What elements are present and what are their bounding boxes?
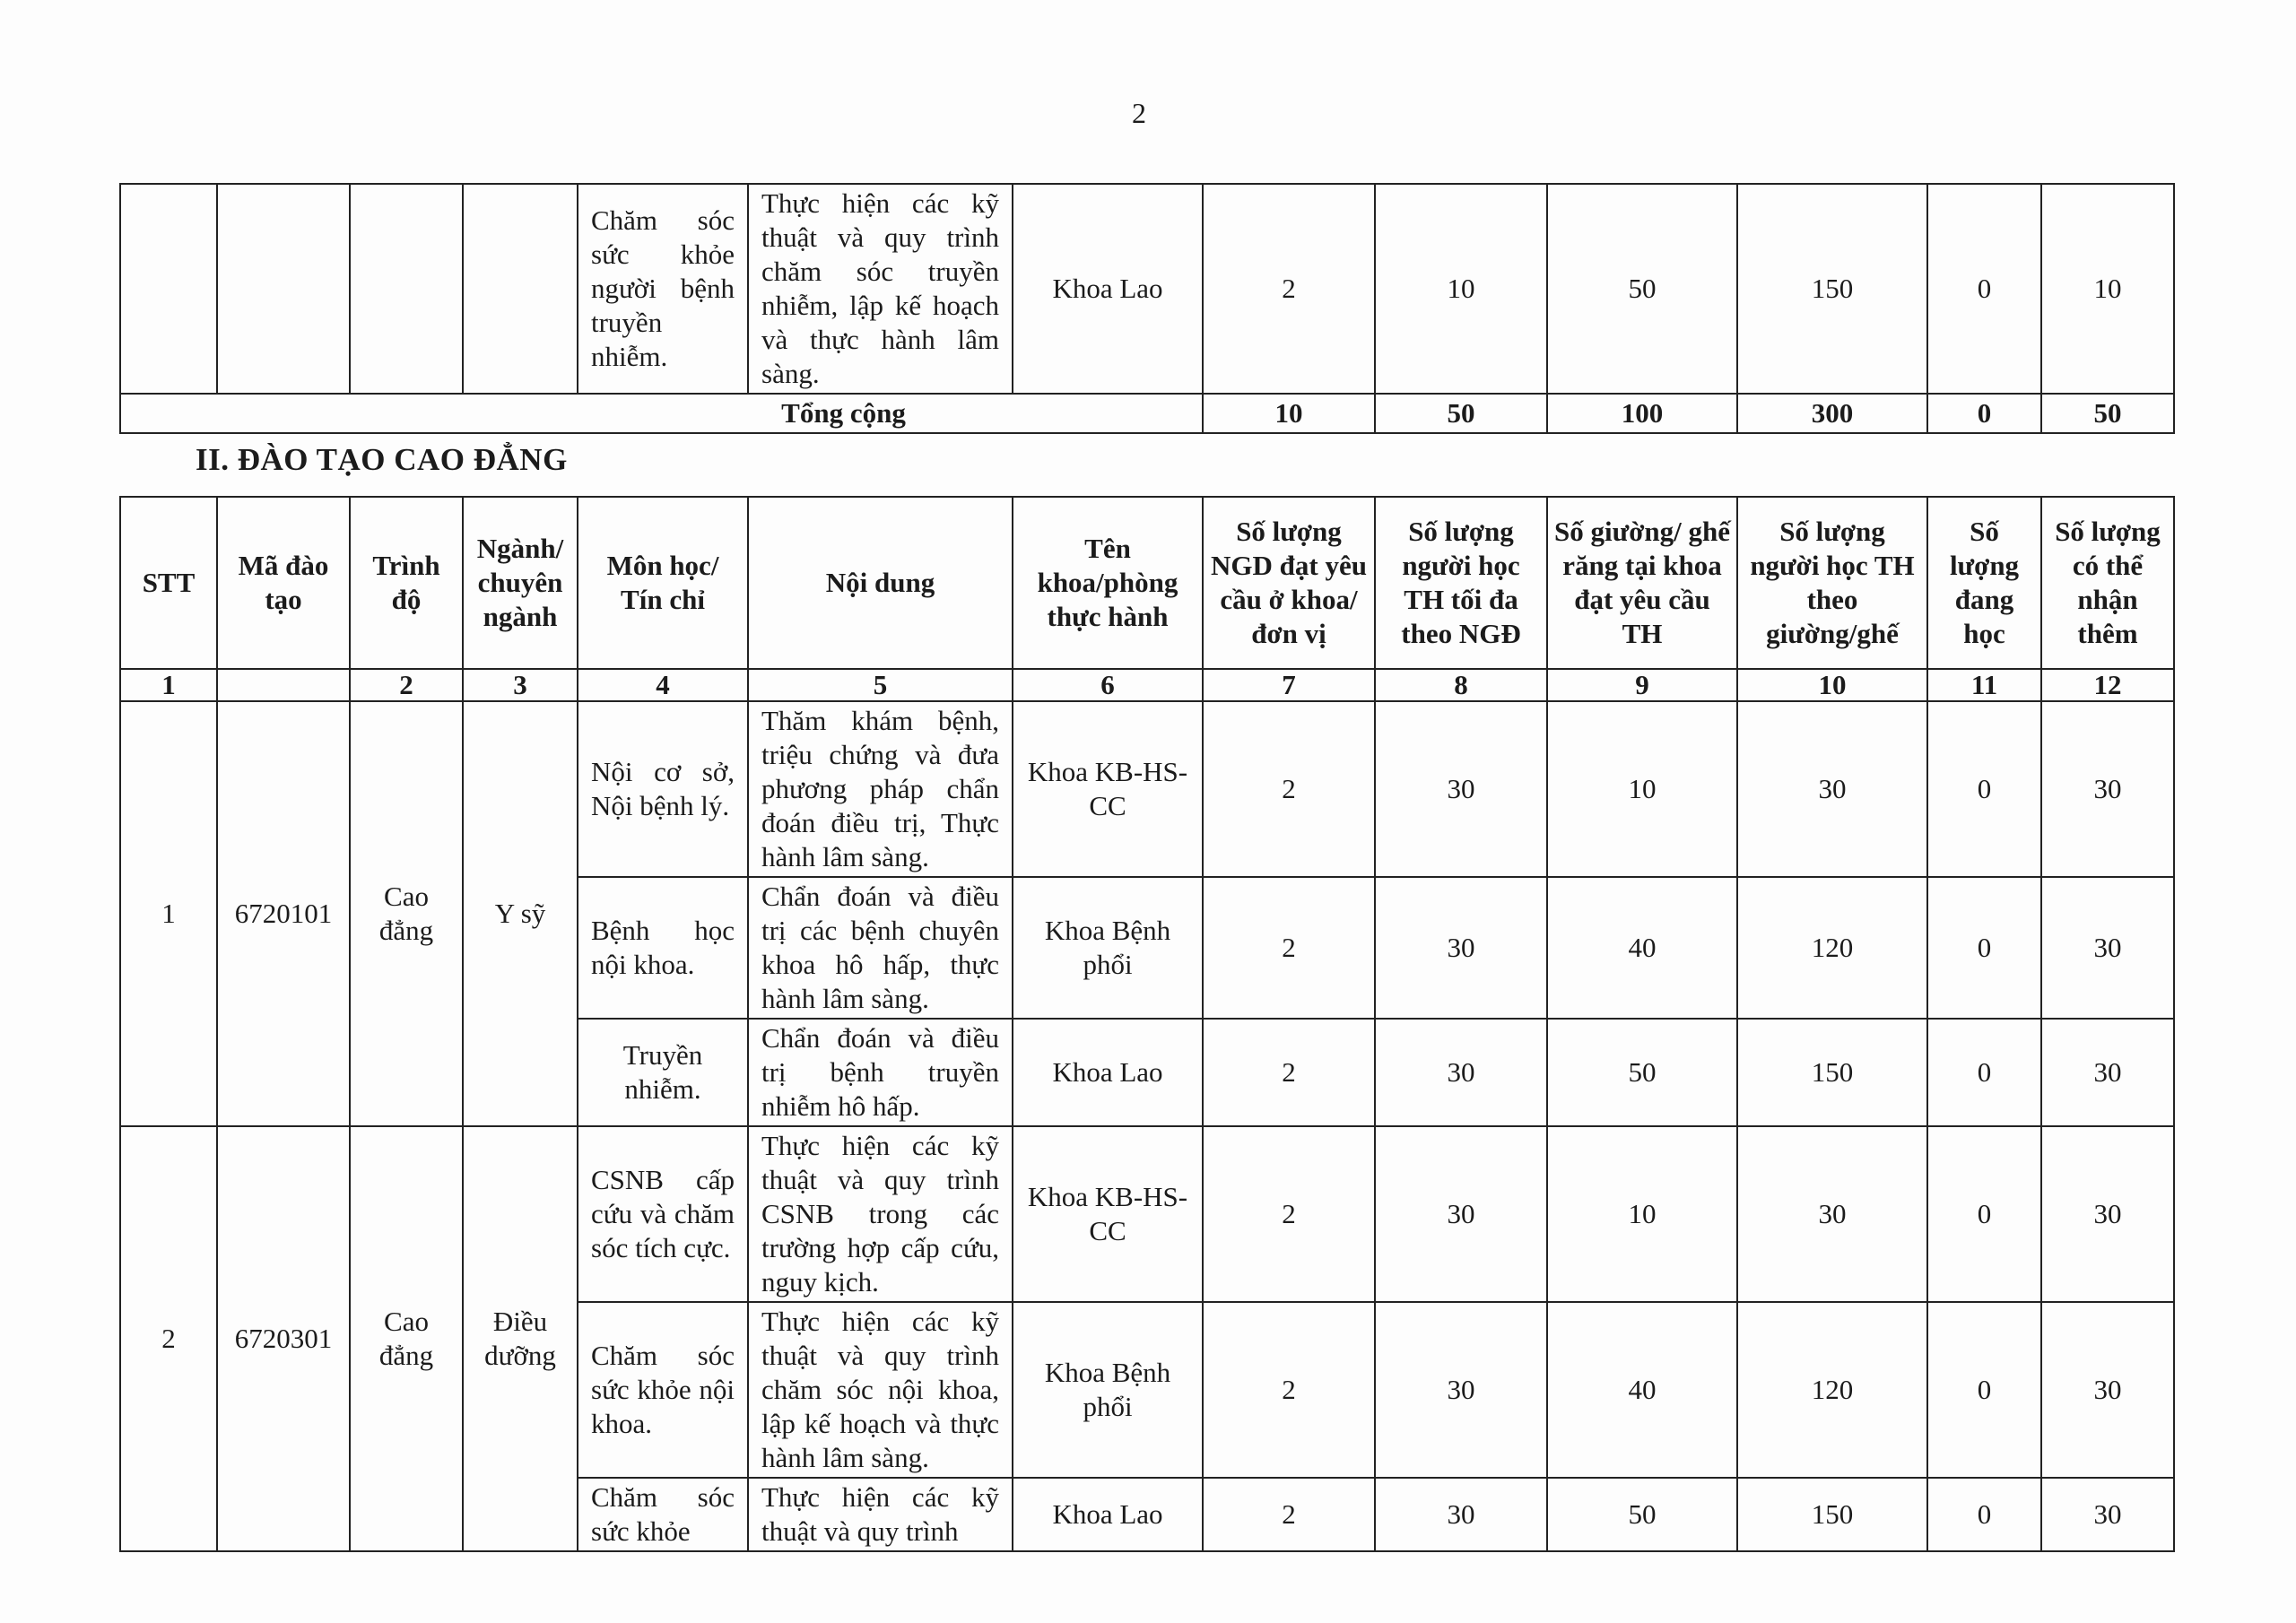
value-cell: 150 (1737, 1478, 1927, 1551)
stt-cell: 2 (120, 1126, 217, 1551)
subject-cell: Chăm sóc sức khỏe người bệnh truyền nhiễm. (578, 184, 748, 394)
header-row (120, 497, 2174, 669)
column-number: 10 (1737, 669, 1927, 701)
value-cell: 30 (2041, 877, 2174, 1019)
value-cell: 30 (1737, 701, 1927, 877)
department-cell: Khoa Bệnh phổi (1013, 1302, 1203, 1478)
value-cell: 30 (2041, 1126, 2174, 1302)
column-header: Số lượng người học TH theo giường/ghế (1737, 497, 1927, 669)
total-value: 300 (1737, 394, 1927, 433)
total-value: 50 (2041, 394, 2174, 433)
total-value: 10 (1203, 394, 1375, 433)
content-cell: Thực hiện các kỹ thuật và quy trình CSNB trong các trường hợp cấp cứu, nguy kịch. (748, 1126, 1013, 1302)
value-cell: 40 (1547, 877, 1737, 1019)
content-cell: Chẩn đoán và điều trị các bệnh chuyên khoa hô hấp, thực hành lâm sàng. (748, 877, 1013, 1019)
column-number: 5 (748, 669, 1013, 701)
value-cell: 120 (1737, 877, 1927, 1019)
column-number: 7 (1203, 669, 1375, 701)
college-training-table (119, 496, 2175, 1552)
value-cell: 30 (2041, 1019, 2174, 1126)
column-header: Ngành/ chuyên ngành (463, 497, 578, 669)
major-cell: Y sỹ (463, 701, 578, 1126)
value-cell: 2 (1203, 1019, 1375, 1126)
table-row (120, 701, 2174, 877)
value-cell: 150 (1737, 1019, 1927, 1126)
value-cell: 10 (1547, 701, 1737, 877)
column-number: 1 (120, 669, 217, 701)
section-heading: II. ĐÀO TẠO CAO ĐẲNG (196, 442, 568, 477)
value-cell: 2 (1203, 1126, 1375, 1302)
column-number: 8 (1375, 669, 1547, 701)
column-header: Mã đào tạo (217, 497, 350, 669)
column-number: 12 (2041, 669, 2174, 701)
total-value: 0 (1927, 394, 2041, 433)
value-cell: 2 (1203, 184, 1375, 394)
value-cell: 30 (2041, 701, 2174, 877)
page-number: 2 (1132, 97, 1146, 129)
continued-table (119, 183, 2175, 434)
value-cell: 30 (1737, 1126, 1927, 1302)
value-cell: 30 (1375, 1126, 1547, 1302)
column-header: Trình độ (350, 497, 463, 669)
total-row (120, 394, 2174, 433)
value-cell: 2 (1203, 701, 1375, 877)
value-cell: 30 (1375, 877, 1547, 1019)
subject-cell: Truyền nhiễm. (578, 1019, 748, 1126)
column-header: Số lượng đang học (1927, 497, 2041, 669)
value-cell: 2 (1203, 1302, 1375, 1478)
table-row (120, 184, 2174, 394)
content-cell: Thực hiện các kỹ thuật và quy trình chăm sóc truyền nhiễm, lập kế hoạch và thực hành lâm sàng. (748, 184, 1013, 394)
department-cell: Khoa Lao (1013, 184, 1203, 394)
value-cell: 30 (1375, 701, 1547, 877)
value-cell: 0 (1927, 1478, 2041, 1551)
value-cell: 10 (1375, 184, 1547, 394)
column-header: Số lượng có thể nhận thêm (2041, 497, 2174, 669)
value-cell: 50 (1547, 1019, 1737, 1126)
content-cell: Thực hiện các kỹ thuật và quy trình (748, 1478, 1013, 1551)
column-header: Số giường/ ghế răng tại khoa đạt yêu cầu TH (1547, 497, 1737, 669)
content-cell: Thăm khám bệnh, triệu chứng và đưa phương pháp chẩn đoán điều trị, Thực hành lâm sàng. (748, 701, 1013, 877)
value-cell: 30 (2041, 1478, 2174, 1551)
value-cell: 30 (1375, 1019, 1547, 1126)
value-cell: 0 (1927, 701, 2041, 877)
column-number: 11 (1927, 669, 2041, 701)
value-cell: 10 (1547, 1126, 1737, 1302)
level-cell: Cao đẳng (350, 1126, 463, 1551)
level-cell: Cao đẳng (350, 701, 463, 1126)
content-cell: Thực hiện các kỹ thuật và quy trình chăm sóc nội khoa, lập kế hoạch và thực hành lâm sàng. (748, 1302, 1013, 1478)
total-label: Tổng cộng (120, 394, 1203, 433)
department-cell: Khoa KB-HS-CC (1013, 1126, 1203, 1302)
column-header: Nội dung (748, 497, 1013, 669)
training-code-cell: 6720301 (217, 1126, 350, 1551)
value-cell: 2 (1203, 1478, 1375, 1551)
subject-cell: Chăm sóc sức khỏe nội khoa. (578, 1302, 748, 1478)
column-header: Môn học/ Tín chỉ (578, 497, 748, 669)
value-cell: 0 (1927, 1019, 2041, 1126)
column-number: 9 (1547, 669, 1737, 701)
content-cell: Chẩn đoán và điều trị bệnh truyền nhiễm hô hấp. (748, 1019, 1013, 1126)
subject-cell: CSNB cấp cứu và chăm sóc tích cực. (578, 1126, 748, 1302)
table-row (120, 1126, 2174, 1302)
department-cell: Khoa Lao (1013, 1478, 1203, 1551)
value-cell: 120 (1737, 1302, 1927, 1478)
value-cell: 50 (1547, 184, 1737, 394)
subject-cell: Nội cơ sở, Nội bệnh lý. (578, 701, 748, 877)
value-cell: 0 (1927, 877, 2041, 1019)
column-number: 3 (463, 669, 578, 701)
value-cell: 30 (1375, 1302, 1547, 1478)
value-cell: 30 (2041, 1302, 2174, 1478)
subject-cell: Bệnh học nội khoa. (578, 877, 748, 1019)
subject-cell: Chăm sóc sức khỏe (578, 1478, 748, 1551)
training-code-cell: 6720101 (217, 701, 350, 1126)
value-cell: 0 (1927, 1302, 2041, 1478)
value-cell: 0 (1927, 1126, 2041, 1302)
value-cell: 2 (1203, 877, 1375, 1019)
department-cell: Khoa Lao (1013, 1019, 1203, 1126)
column-header: Số lượng người học TH tối đa theo NGĐ (1375, 497, 1547, 669)
value-cell: 10 (2041, 184, 2174, 394)
column-number: 2 (350, 669, 463, 701)
column-number: 4 (578, 669, 748, 701)
total-value: 100 (1547, 394, 1737, 433)
major-cell: Điều dưỡng (463, 1126, 578, 1551)
value-cell: 0 (1927, 184, 2041, 394)
column-header: Số lượng NGD đạt yêu cầu ở khoa/đơn vị (1203, 497, 1375, 669)
column-number: 6 (1013, 669, 1203, 701)
value-cell: 150 (1737, 184, 1927, 394)
column-number-row (120, 669, 2174, 701)
value-cell: 30 (1375, 1478, 1547, 1551)
column-number (217, 669, 350, 701)
column-header: Tên khoa/phòng thực hành (1013, 497, 1203, 669)
department-cell: Khoa KB-HS-CC (1013, 701, 1203, 877)
total-value: 50 (1375, 394, 1547, 433)
column-header: STT (120, 497, 217, 669)
stt-cell: 1 (120, 701, 217, 1126)
value-cell: 50 (1547, 1478, 1737, 1551)
value-cell: 40 (1547, 1302, 1737, 1478)
department-cell: Khoa Bệnh phổi (1013, 877, 1203, 1019)
